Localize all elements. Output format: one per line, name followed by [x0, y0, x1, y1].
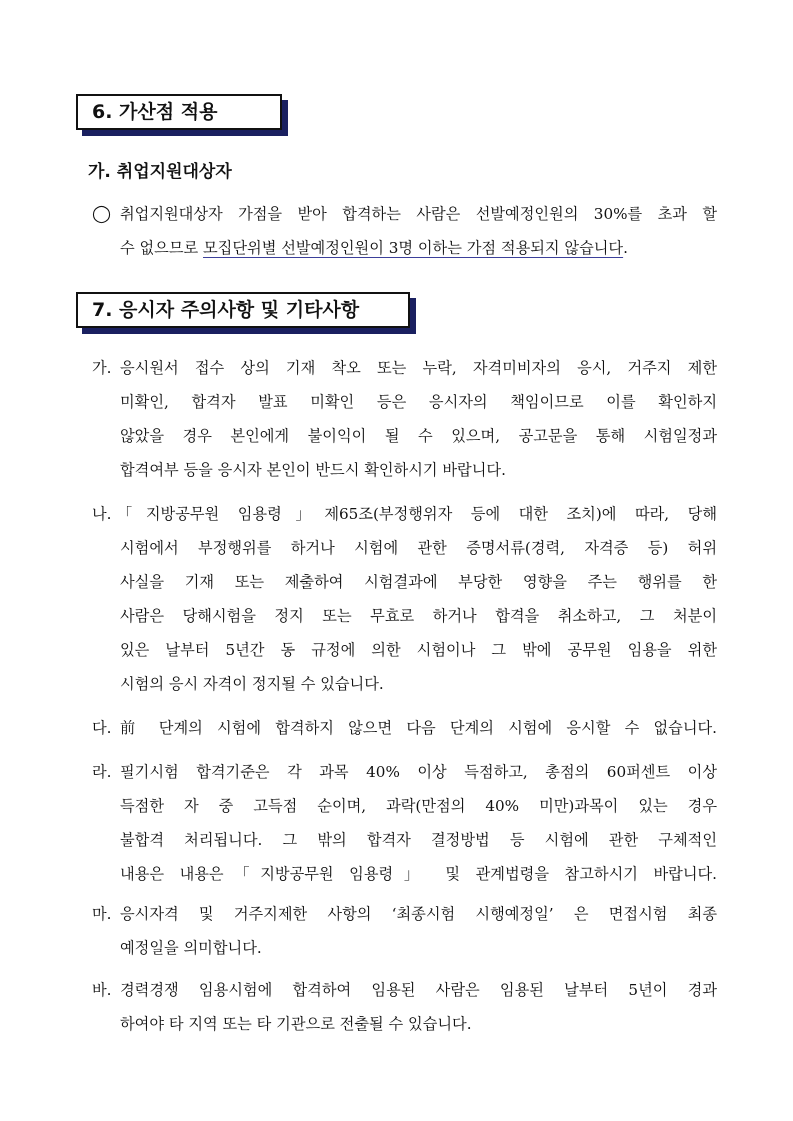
item-ga-line: 미확인, 합격자 발표 미확인 등은 응시자의 책임이므로 이를 확인하지: [120, 393, 717, 411]
item-ra-line: 내용은 내용은「지방공무원 임용령」 및 관계법령을 참고하시기 바랍니다.: [120, 865, 717, 883]
item-na-line: 시험에서 부정행위를 하거나 시험에 관한 증명서류(경력, 자격증 등) 허위: [120, 539, 717, 557]
section-6-line-2-end: .: [623, 239, 628, 257]
item-na-line: 사실을 기재 또는 제출하여 시험결과에 부당한 영향을 주는 행위를 한: [120, 573, 717, 591]
item-da-line: 前 단계의 시험에 합격하지 않으면 다음 단계의 시험에 응시할 수 없습니다.: [120, 719, 717, 737]
section-6-line-2: [120, 236, 717, 260]
item-marker-ma: 마.: [92, 905, 112, 923]
subheading-ga: 가. 취업지원대상자: [88, 162, 232, 182]
item-ga-line: 않았을 경우 본인에게 불이익이 될 수 있으며, 공고문을 통해 시험일정과: [120, 427, 717, 445]
item-ga-line: 응시원서 접수 상의 기재 착오 또는 누락, 자격미비자의 응시, 거주지 제한: [120, 359, 717, 377]
item-ma-line: 응시자격 및 거주지제한 사항의 ‘최종시험 시행예정일’ 은 면접시험 최종: [120, 905, 717, 923]
section-6-line-2-start: 수 없으므로: [120, 239, 204, 257]
circle-bullet-icon: ◯: [92, 204, 112, 224]
item-ma-line: 예정일을 의미합니다.: [120, 939, 262, 957]
item-marker-ba: 바.: [92, 981, 112, 999]
section-6-underlined-note: 모집단위별 선발예정인원이 3명 이하는 가점 적용되지 않습니다: [203, 239, 624, 257]
item-ba-line: 하여야 타 지역 또는 타 기관으로 전출될 수 있습니다.: [120, 1015, 472, 1033]
item-na-line: 시험의 응시 자격이 정지될 수 있습니다.: [120, 675, 384, 693]
item-marker-ga: 가.: [92, 359, 112, 377]
section-6-line-1: 취업지원대상자 가점을 받아 합격하는 사람은 선발예정인원의 30%를 초과 할: [120, 205, 717, 223]
item-marker-na: 나.: [92, 505, 112, 523]
item-na-line: 있은 날부터 5년간 동 규정에 의한 시험이나 그 밖에 공무원 임용을 위한: [120, 641, 717, 659]
item-marker-da: 다.: [92, 719, 112, 737]
item-ba-line: 경력경쟁 임용시험에 합격하여 임용된 사람은 임용된 날부터 5년이 경과: [120, 981, 717, 999]
item-ga-line: 합격여부 등을 응시자 본인이 반드시 확인하시기 바랍니다.: [120, 461, 506, 479]
item-marker-ra: 라.: [92, 763, 112, 781]
item-ra-line: 필기시험 합격기준은 각 과목 40% 이상 득점하고, 총점의 60퍼센트 이상: [120, 763, 717, 781]
item-ra-line: 득점한 자 중 고득점 순이며, 과락(만점의 40% 미만)과목이 있는 경우: [120, 797, 717, 815]
section-6-title: 6. 가산점 적용: [76, 94, 282, 130]
section-7-title: 7. 응시자 주의사항 및 기타사항: [76, 292, 410, 328]
item-ra-line: 불합격 처리됩니다. 그 밖의 합격자 결정방법 등 시험에 관한 구체적인: [120, 831, 717, 849]
item-na-line: 「지방공무원 임용령」제65조(부정행위자 등에 대한 조치)에 따라, 당해: [117, 505, 717, 523]
item-na-line: 사람은 당해시험을 정지 또는 무효로 하거나 합격을 취소하고, 그 처분이: [120, 607, 717, 625]
